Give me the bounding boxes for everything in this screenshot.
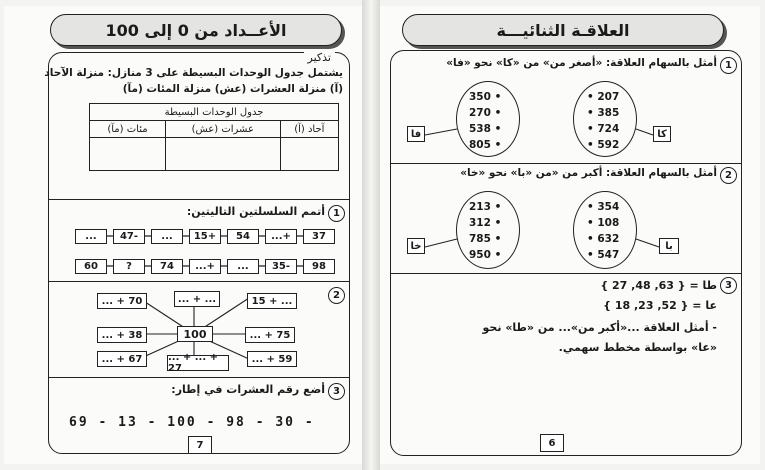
series-box[interactable]: 47- <box>113 229 145 244</box>
exercise-1-instruction: أتمم السلسلتين التاليتين: <box>186 205 325 218</box>
divider <box>391 273 741 274</box>
set-element[interactable]: 350 • <box>469 91 502 103</box>
units-table <box>89 103 339 171</box>
ex3-instruction-line2: «عا» بواسطة مخطط سهمي. <box>558 341 717 354</box>
exercise-2-badge: 2 <box>720 167 737 184</box>
set-element[interactable]: • 108 <box>587 217 620 229</box>
set-element[interactable]: • 632 <box>587 233 620 245</box>
set-element[interactable]: 538 • <box>469 123 502 135</box>
right-page-number: 6 <box>540 434 564 452</box>
set-element[interactable]: 312 • <box>469 217 502 229</box>
set-element[interactable]: 213 • <box>469 201 502 213</box>
ex2-box-bottom-right[interactable]: ... + 59 <box>247 351 297 367</box>
series-box[interactable]: 54 <box>227 229 259 244</box>
series-box[interactable]: ... <box>75 229 107 244</box>
divider <box>49 199 349 200</box>
ex3-instruction-line1: - أمثل العلاقة ...«أكبر من»... من «طا» نحو <box>482 321 717 334</box>
set-element[interactable]: 805 • <box>469 139 502 151</box>
set-element[interactable]: 270 • <box>469 107 502 119</box>
label-ba: با <box>659 238 679 254</box>
left-page-number: 7 <box>188 436 212 454</box>
ex2-box-mid-right[interactable]: ... + 75 <box>245 327 295 343</box>
set-element[interactable]: • 547 <box>587 249 620 261</box>
exercise-1-instruction: أمثل بالسهام العلاقة: «أصغر من» من «كا» نحو «فا» <box>446 57 717 69</box>
series-box[interactable]: 74 <box>151 259 183 274</box>
units-table-title: جدول الوحدات البسيطة <box>90 104 339 121</box>
ex2-center: 100 <box>177 326 213 342</box>
exercise-1-badge: 1 <box>720 57 737 74</box>
series-box[interactable]: 37 <box>303 229 335 244</box>
ex2-box-bottom-center[interactable]: ... + ... + 27 <box>167 355 229 371</box>
set-element[interactable]: • 354 <box>587 201 620 213</box>
series-box[interactable]: 35- <box>265 259 297 274</box>
series-box[interactable]: ? <box>113 259 145 274</box>
right-page <box>380 6 760 464</box>
units-table-header-hundreds: مئات (مآ) <box>90 121 166 138</box>
left-page-frame <box>44 51 350 454</box>
right-page-title: العلاقـة الثنائيـــة <box>402 14 724 46</box>
series-box[interactable]: ... <box>151 229 183 244</box>
set-ta-definition: طا = { 63, 48, 27 } <box>600 279 717 292</box>
ex2-box-mid-left[interactable]: ... + 38 <box>97 327 147 343</box>
set-element[interactable]: • 592 <box>587 139 620 151</box>
series-box[interactable]: 98 <box>303 259 335 274</box>
divider <box>49 281 349 282</box>
exercise-3-badge: 3 <box>720 277 737 294</box>
left-page <box>4 6 362 464</box>
reminder-label: تذكير <box>304 51 335 64</box>
set-element[interactable]: • 724 <box>587 123 620 135</box>
set-element[interactable]: 785 • <box>469 233 502 245</box>
series-box[interactable]: ...+ <box>265 229 297 244</box>
series-box[interactable]: 15+ <box>189 229 221 244</box>
set-element[interactable]: • 207 <box>587 91 620 103</box>
divider <box>49 377 349 378</box>
exercise-3-instruction: أضع رقم العشرات في إطار: <box>171 383 325 396</box>
exercise-2-badge: 2 <box>328 287 345 304</box>
ex2-box-top-center[interactable]: ... + ... <box>174 291 220 307</box>
ex2-label-pointers <box>391 51 741 281</box>
series-box[interactable]: ...+ <box>189 259 221 274</box>
label-fa: فا <box>407 126 425 142</box>
ex2-box-top-left[interactable]: ... + 70 <box>97 293 147 309</box>
set-aa-definition: عا = { 52, 23, 18 } <box>603 299 717 312</box>
ex2-box-bottom-left[interactable]: ... + 67 <box>97 351 147 367</box>
exercise-1-badge: 1 <box>328 205 345 222</box>
reminder-line2: (آ) منزلة العشرات (عش) منزلة المئات (مآ) <box>122 83 343 95</box>
tens-sequence: 69 - 13 - 100 - 98 - 30 - <box>69 415 315 430</box>
book-spine <box>362 0 380 470</box>
units-table-header-ones: آحاد (آ) <box>280 121 338 138</box>
exercise-2-instruction: أمثل بالسهام العلاقة: أكبر من «من «با» نحو «خا» <box>460 167 717 179</box>
units-table-header-tens: عشرات (عش) <box>165 121 280 138</box>
exercise-3-badge: 3 <box>328 383 345 400</box>
set-element[interactable]: • 385 <box>587 107 620 119</box>
set-element[interactable]: 950 • <box>469 249 502 261</box>
reminder-line1: يشتمل جدول الوحدات البسيطة على 3 منازل: منزلة الآحاد <box>44 67 343 79</box>
series-box[interactable]: ... <box>227 259 259 274</box>
left-page-title: الأعــداد من 0 إلى 100 <box>50 14 342 46</box>
ex2-box-top-right[interactable]: 15 + ... <box>247 293 297 309</box>
label-ka: كا <box>653 126 671 142</box>
right-page-frame <box>390 50 742 456</box>
series-box[interactable]: 60 <box>75 259 107 274</box>
label-kha: خا <box>407 238 425 254</box>
